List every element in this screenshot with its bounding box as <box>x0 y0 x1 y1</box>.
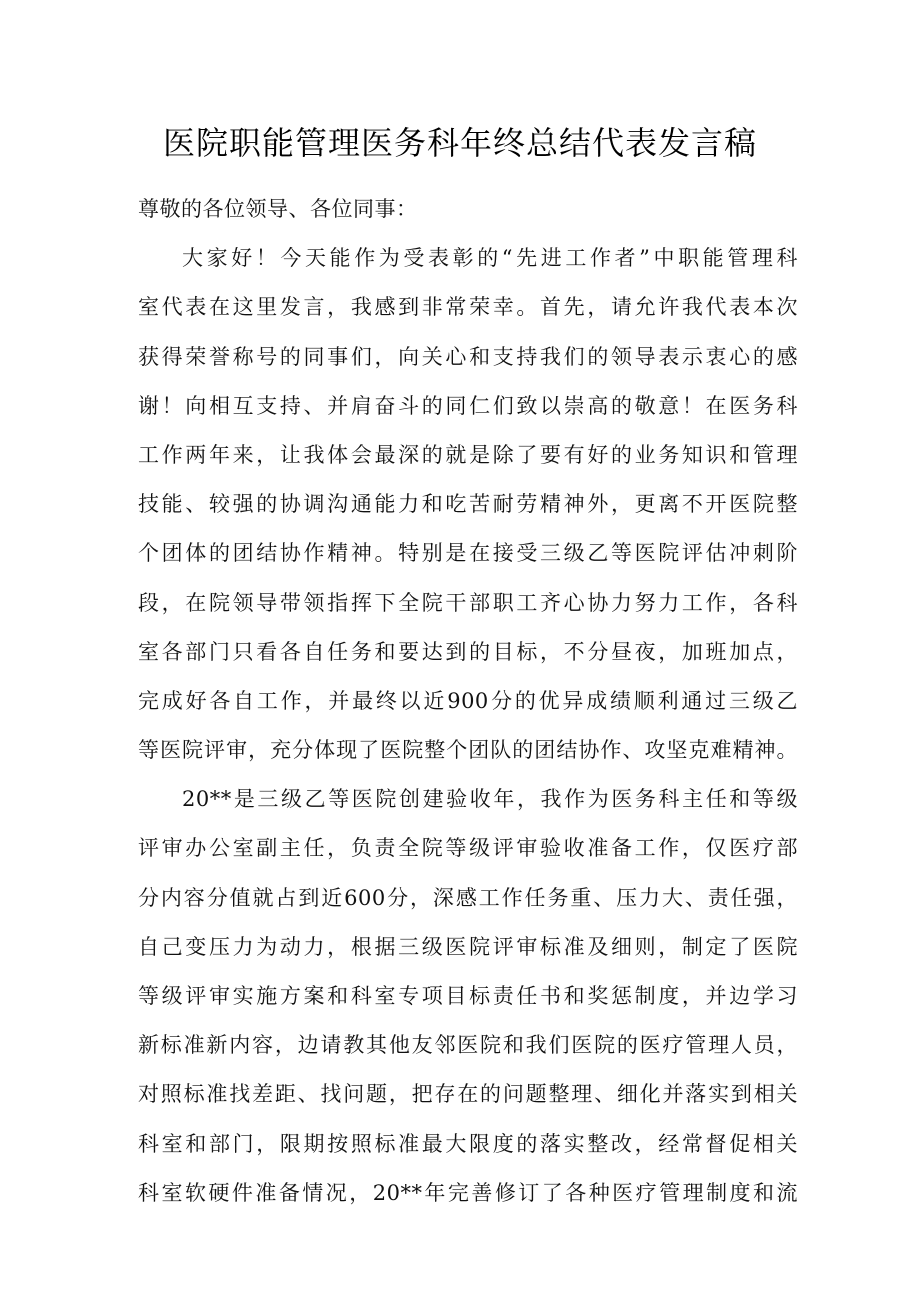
paragraph-2-line: 对照标准找差距、找问题，把存在的问题整理、细化并落实到相关 <box>138 1082 798 1107</box>
paragraph-2-line: 分内容分值就占到近600分，深感工作任务重、压力大、责任强， <box>138 885 798 910</box>
paragraph-1-line: 大家好！今天能作为受表彰的“先进工作者”中职能管理科 <box>182 246 798 271</box>
salutation: 尊敬的各位领导、各位同事： <box>138 197 418 221</box>
paragraph-1-line: 获得荣誉称号的同事们，向关心和支持我们的领导表示衷心的感 <box>138 344 798 369</box>
paragraph-1-line: 完成好各自工作，并最终以近900分的优异成绩顺利通过三级乙 <box>138 688 798 713</box>
paragraph-2-line: 科室和部门，限期按照标准最大限度的落实整改，经常督促相关 <box>138 1131 798 1156</box>
paragraph-1-line: 室各部门只看各自任务和要达到的目标，不分昼夜，加班加点， <box>138 639 798 664</box>
paragraph-1-line: 谢！向相互支持、并肩奋斗的同仁们致以崇高的敬意！在医务科 <box>138 393 798 418</box>
paragraph-1-line: 工作两年来，让我体会最深的就是除了要有好的业务知识和管理 <box>138 442 798 467</box>
paragraph-2-line: 等级评审实施方案和科室专项目标责任书和奖惩制度，并边学习 <box>138 984 798 1008</box>
paragraph-1-line: 等医院评审，充分体现了医院整个团队的团结协作、攻坚克难精神。 <box>138 738 798 763</box>
paragraph-2-line: 自己变压力为动力，根据三级医院评审标准及细则，制定了医院 <box>138 934 798 959</box>
document-title: 医院职能管理医务科年终总结代表发言稿 <box>162 124 757 162</box>
paragraph-1-line: 技能、较强的协调沟通能力和吃苦耐劳精神外，更离不开医院整 <box>138 492 798 517</box>
paragraph-1-line: 室代表在这里发言，我感到非常荣幸。首先，请允许我代表本次 <box>138 295 798 320</box>
paragraph-2-line: 20**是三级乙等医院创建验收年，我作为医务科主任和等级 <box>182 787 798 812</box>
paragraph-2-line: 新标准新内容，边请教其他友邻医院和我们医院的医疗管理人员， <box>138 1033 798 1058</box>
paragraph-2-line: 科室软硬件准备情况，20**年完善修订了各种医疗管理制度和流 <box>138 1180 798 1205</box>
paragraph-2-line: 评审办公室副主任，负责全院等级评审验收准备工作，仅医疗部 <box>138 836 798 861</box>
document-body <box>138 185 798 1218</box>
paragraph-1-line: 个团体的团结协作精神。特别是在接受三级乙等医院评估冲刺阶 <box>138 541 798 566</box>
paragraph-1-line: 段，在院领导带领指挥下全院干部职工齐心协力努力工作，各科 <box>138 590 798 615</box>
